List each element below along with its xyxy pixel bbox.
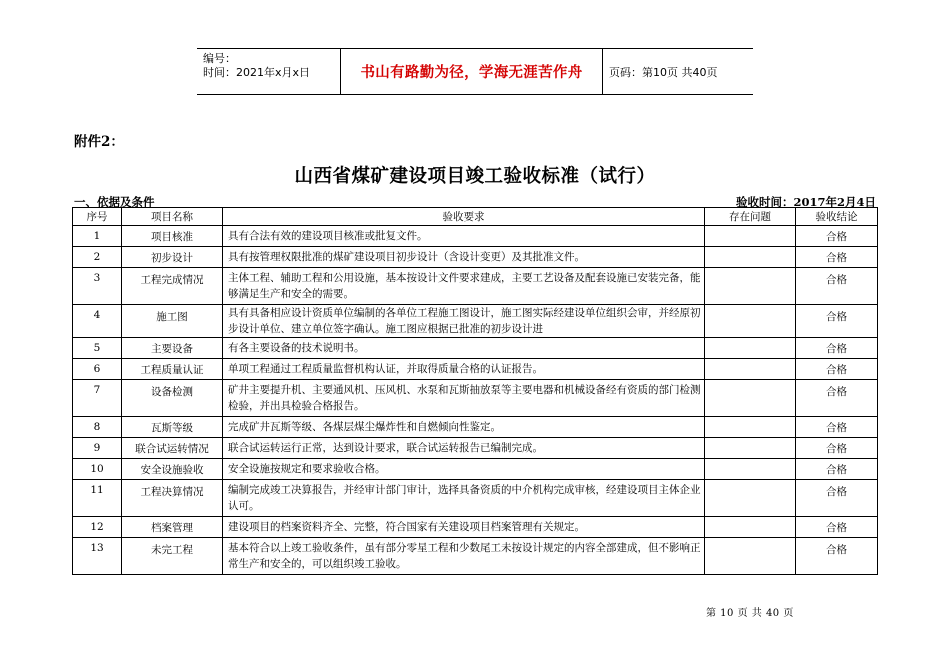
row-number: 11 xyxy=(73,480,122,517)
row-result: 合格 xyxy=(796,247,878,268)
row-issue xyxy=(705,268,796,305)
row-number: 5 xyxy=(73,338,122,359)
row-item-name: 瓦斯等级 xyxy=(122,417,223,438)
row-result: 合格 xyxy=(796,438,878,459)
row-requirement: 建设项目的档案资料齐全、完整，符合国家有关建设项目档案管理有关规定。 xyxy=(223,517,705,538)
table-row xyxy=(73,305,878,338)
document-header xyxy=(197,48,753,95)
row-requirement: 编制完成竣工决算报告，并经审计部门审计，选择具备资质的中介机构完成审核，经建设项目主体企业认可。 xyxy=(223,480,705,517)
row-item-name: 工程决算情况 xyxy=(122,480,223,517)
header-motto: 书山有路勤为径，学海无涯苦作舟 xyxy=(341,49,603,94)
row-issue xyxy=(705,338,796,359)
table-row xyxy=(73,417,878,438)
table-row xyxy=(73,538,878,575)
check-date: 验收时间：2017年2月4日 xyxy=(735,195,876,209)
row-requirement: 有各主要设备的技术说明书。 xyxy=(223,338,705,359)
header-meta xyxy=(197,49,341,94)
row-result: 合格 xyxy=(796,480,878,517)
row-result: 合格 xyxy=(796,517,878,538)
row-item-name: 安全设施验收 xyxy=(122,459,223,480)
row-requirement: 具有合法有效的建设项目核准或批复文件。 xyxy=(223,226,705,247)
date-label: 时间：2021年x月x日 xyxy=(203,66,311,79)
row-number: 8 xyxy=(73,417,122,438)
table-row xyxy=(73,247,878,268)
row-requirement: 具有具备相应设计资质单位编制的各单位工程施工图设计，施工图实际经建设单位组织会审，并经原初步设计单位、建立单位签字确认。施工图应根据已批准的初步设计进 xyxy=(223,305,705,338)
row-result: 合格 xyxy=(796,538,878,575)
row-result: 合格 xyxy=(796,359,878,380)
row-result: 合格 xyxy=(796,268,878,305)
row-requirement: 具有按管理权限批准的煤矿建设项目初步设计（含设计变更）及其批准文件。 xyxy=(223,247,705,268)
row-issue xyxy=(705,417,796,438)
row-issue xyxy=(705,517,796,538)
table-row xyxy=(73,338,878,359)
row-issue xyxy=(705,538,796,575)
row-requirement: 主体工程、辅助工程和公用设施，基本按设计文件要求建成，主要工艺设备及配套设施已安装完备，能够满足生产和安全的需要。 xyxy=(223,268,705,305)
row-number: 12 xyxy=(73,517,122,538)
row-result: 合格 xyxy=(796,305,878,338)
row-number: 7 xyxy=(73,380,122,417)
table-row xyxy=(73,480,878,517)
row-result: 合格 xyxy=(796,417,878,438)
row-issue xyxy=(705,359,796,380)
table-row xyxy=(73,459,878,480)
row-requirement: 基本符合以上竣工验收条件，虽有部分零星工程和少数尾工未按设计规定的内容全部建成，但不影响正常生产和安全的，可以组织竣工验收。 xyxy=(223,538,705,575)
table-row xyxy=(73,517,878,538)
table-body xyxy=(73,226,878,575)
row-number: 13 xyxy=(73,538,122,575)
header-result: 验收结论 xyxy=(796,208,878,226)
row-item-name: 工程完成情况 xyxy=(122,268,223,305)
header-issue: 存在问题 xyxy=(705,208,796,226)
section-heading: 一、依据及条件 xyxy=(74,195,155,209)
row-number: 2 xyxy=(73,247,122,268)
row-result: 合格 xyxy=(796,338,878,359)
row-item-name: 工程质量认证 xyxy=(122,359,223,380)
row-issue xyxy=(705,459,796,480)
row-item-name: 施工图 xyxy=(122,305,223,338)
attachment-label: 附件2： xyxy=(74,134,124,150)
row-number: 9 xyxy=(73,438,122,459)
row-issue xyxy=(705,305,796,338)
row-result: 合格 xyxy=(796,226,878,247)
row-requirement: 矿井主要提升机、主要通风机、压风机、水泵和瓦斯抽放泵等主要电器和机械设备经有资质的部门检测检验，并出具检验合格报告。 xyxy=(223,380,705,417)
row-issue xyxy=(705,226,796,247)
row-result: 合格 xyxy=(796,459,878,480)
row-item-name: 未完工程 xyxy=(122,538,223,575)
table-row xyxy=(73,268,878,305)
row-requirement: 联合试运转运行正常，达到设计要求，联合试运转报告已编制完成。 xyxy=(223,438,705,459)
table-row xyxy=(73,226,878,247)
row-issue xyxy=(705,380,796,417)
row-number: 10 xyxy=(73,459,122,480)
row-requirement: 完成矿井瓦斯等级、各煤层煤尘爆炸性和自燃倾向性鉴定。 xyxy=(223,417,705,438)
table-row xyxy=(73,380,878,417)
row-item-name: 项目核准 xyxy=(122,226,223,247)
row-item-name: 档案管理 xyxy=(122,517,223,538)
row-number: 4 xyxy=(73,305,122,338)
row-requirement: 安全设施按规定和要求验收合格。 xyxy=(223,459,705,480)
row-issue xyxy=(705,480,796,517)
row-number: 6 xyxy=(73,359,122,380)
table-header-row xyxy=(73,208,878,226)
table-row xyxy=(73,438,878,459)
header-name: 项目名称 xyxy=(122,208,223,226)
header-requirement: 验收要求 xyxy=(223,208,705,226)
row-item-name: 联合试运转情况 xyxy=(122,438,223,459)
row-result: 合格 xyxy=(796,380,878,417)
page-footer: 第 10 页 共 40 页 xyxy=(706,608,794,619)
row-item-name: 初步设计 xyxy=(122,247,223,268)
row-requirement: 单项工程通过工程质量监督机构认证，并取得质量合格的认证报告。 xyxy=(223,359,705,380)
row-number: 3 xyxy=(73,268,122,305)
acceptance-table xyxy=(72,207,878,575)
serial-label: 编号： xyxy=(203,52,236,65)
row-issue xyxy=(705,438,796,459)
header-page-label: 页码：第10页 共40页 xyxy=(609,65,718,79)
row-number: 1 xyxy=(73,226,122,247)
row-issue xyxy=(705,247,796,268)
header-no: 序号 xyxy=(73,208,122,226)
document-title: 山西省煤矿建设项目竣工验收标准（试行） xyxy=(294,166,656,187)
table-row xyxy=(73,359,878,380)
row-item-name: 主要设备 xyxy=(122,338,223,359)
row-item-name: 设备检测 xyxy=(122,380,223,417)
